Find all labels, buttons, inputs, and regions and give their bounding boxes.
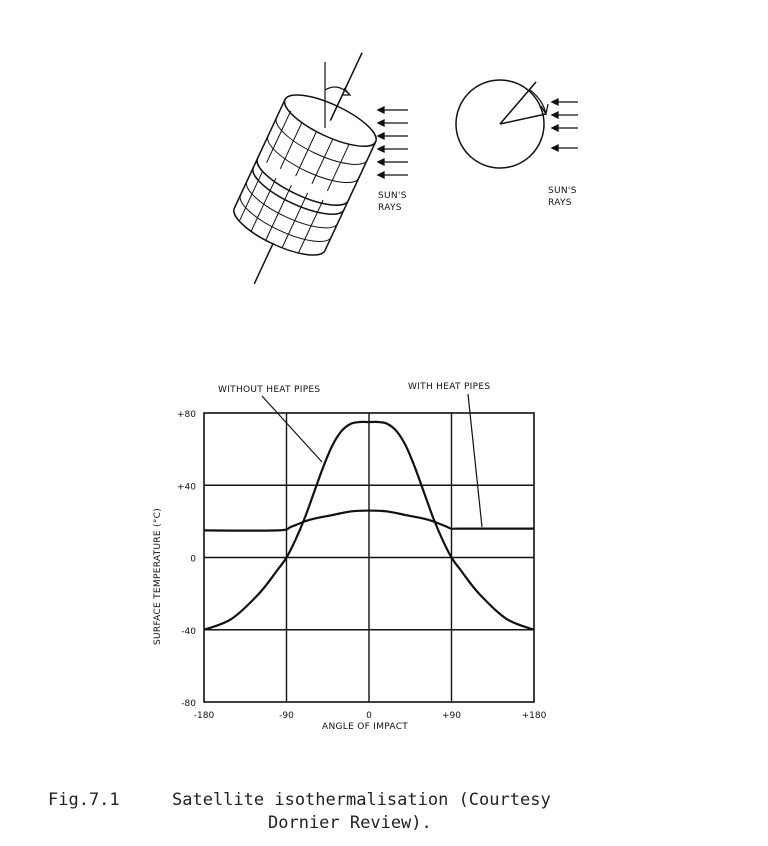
series-label-without: WITHOUT HEAT PIPES	[218, 385, 321, 395]
x-tick-label: -180	[193, 711, 215, 721]
caption-line2: Dornier Review).	[268, 813, 432, 833]
sun-rays-left	[378, 107, 408, 178]
x-tick-label: +90	[442, 711, 461, 721]
y-axis-label: SURFACE TEMPERATURE (°C)	[153, 507, 163, 645]
y-tick-label: +40	[177, 482, 196, 493]
chart-grid	[204, 413, 534, 702]
y-tick-label: +80	[177, 410, 196, 420]
rays-label-left-2: RAYS	[378, 203, 402, 213]
series-label-with: WITH HEAT PIPES	[408, 382, 491, 392]
sun-rays-right	[552, 99, 578, 151]
rays-label-right-1: SUN'S	[548, 186, 577, 196]
x-tick-label: -90	[279, 711, 294, 721]
tick-labels	[177, 410, 547, 721]
x-tick-label: 0	[366, 711, 372, 721]
series-leader-with	[468, 394, 482, 527]
y-tick-label: -40	[181, 626, 196, 637]
cylinder-body	[209, 32, 407, 305]
series-labels	[218, 382, 490, 527]
top-view-illustration	[456, 80, 548, 168]
caption-line1: Satellite isothermalisation (Courtesy	[172, 790, 551, 810]
caption-number: Fig.7.1	[48, 790, 120, 810]
y-tick-label: 0	[190, 554, 196, 565]
x-axis-label: ANGLE OF IMPACT	[322, 722, 409, 732]
y-tick-label: -80	[181, 699, 196, 709]
cylinder-illustration	[209, 32, 407, 305]
rays-label-left-1: SUN'S	[378, 191, 407, 201]
temperature-chart	[153, 382, 547, 732]
rays-label-right-2: RAYS	[548, 198, 572, 208]
x-tick-label: +180	[521, 711, 547, 721]
figure-caption	[48, 789, 768, 835]
series-leader-without	[262, 396, 322, 462]
